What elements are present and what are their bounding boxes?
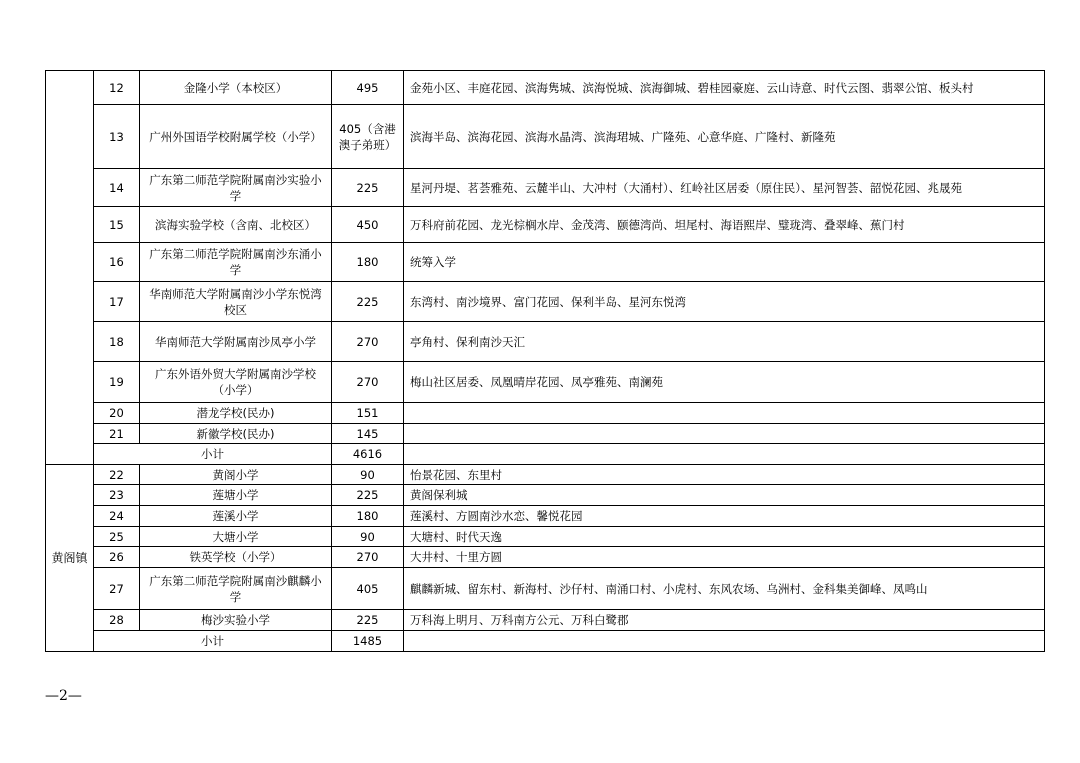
- row-number: 14: [94, 169, 140, 207]
- row-number: 19: [94, 362, 140, 403]
- enrollment-quota: 405（含港澳子弟班）: [332, 105, 404, 169]
- table-row: [46, 485, 1045, 506]
- row-number: 22: [94, 465, 140, 485]
- school-name: 莲溪小学: [140, 506, 332, 527]
- school-name: 广州外国语学校附属学校（小学）: [140, 105, 332, 169]
- subtotal-value: 4616: [332, 444, 404, 465]
- row-number: 21: [94, 424, 140, 444]
- row-number: 26: [94, 547, 140, 568]
- table-row: [46, 424, 1045, 444]
- table-row: [46, 527, 1045, 547]
- catchment-area: 万科府前花园、龙光棕榈水岸、金茂湾、颐德湾尚、坦尾村、海语熙岸、璧珑湾、叠翠峰、蕉门村: [404, 207, 1045, 243]
- catchment-area: 统筹入学: [404, 243, 1045, 282]
- catchment-area: 星河丹堤、茗荟雅苑、云麓半山、大冲村（大涌村）、红岭社区居委（原住民）、星河智荟、韶悦花园、兆晟苑: [404, 169, 1045, 207]
- row-number: 18: [94, 322, 140, 362]
- table-row: [46, 547, 1045, 568]
- school-name: 滨海实验学校（含南、北校区）: [140, 207, 332, 243]
- row-number: 12: [94, 71, 140, 105]
- school-name: 广东第二师范学院附属南沙实验小学: [140, 169, 332, 207]
- town-name: 黄阁镇: [46, 465, 94, 652]
- enrollment-quota: 270: [332, 547, 404, 568]
- row-number: 17: [94, 282, 140, 322]
- table-row: [46, 71, 1045, 105]
- enrollment-quota: 405: [332, 568, 404, 610]
- enrollment-quota: 90: [332, 465, 404, 485]
- subtotal-row: [46, 444, 1045, 465]
- school-name: 广东第二师范学院附属南沙麒麟小学: [140, 568, 332, 610]
- school-name: 梅沙实验小学: [140, 610, 332, 631]
- catchment-area: 黄阁保利城: [404, 485, 1045, 506]
- table-row: [46, 506, 1045, 527]
- table-row: [46, 362, 1045, 403]
- catchment-area: 金苑小区、丰庭花园、滨海隽城、滨海悦城、滨海御城、碧桂园豪庭、云山诗意、时代云图、翡翠公馆、板头村: [404, 71, 1045, 105]
- enrollment-quota: 145: [332, 424, 404, 444]
- school-name: 华南师范大学附属南沙小学东悦湾校区: [140, 282, 332, 322]
- enrollment-quota: 151: [332, 403, 404, 424]
- enrollment-quota: 180: [332, 243, 404, 282]
- row-number: 16: [94, 243, 140, 282]
- table-row: [46, 282, 1045, 322]
- catchment-area: 莲溪村、方圆南沙水恋、馨悦花园: [404, 506, 1045, 527]
- catchment-area: 东湾村、南沙境界、富门花园、保利半岛、星河东悦湾: [404, 282, 1045, 322]
- subtotal-row: [46, 631, 1045, 652]
- admission-table: [45, 70, 1045, 652]
- row-number: 27: [94, 568, 140, 610]
- row-number: 28: [94, 610, 140, 631]
- catchment-area: 万科海上明月、万科南方公元、万科白鹭郡: [404, 610, 1045, 631]
- row-number: 20: [94, 403, 140, 424]
- enrollment-quota: 225: [332, 610, 404, 631]
- subtotal-label: 小计: [94, 631, 332, 652]
- catchment-area: 怡景花园、东里村: [404, 465, 1045, 485]
- subtotal-area-empty: [404, 444, 1045, 465]
- page-number: —2—: [45, 688, 82, 704]
- school-name: 铁英学校（小学）: [140, 547, 332, 568]
- enrollment-quota: 180: [332, 506, 404, 527]
- table-row: [46, 610, 1045, 631]
- catchment-area: 大井村、十里方圆: [404, 547, 1045, 568]
- enrollment-quota: 225: [332, 282, 404, 322]
- table-row: [46, 169, 1045, 207]
- enrollment-quota: 225: [332, 485, 404, 506]
- enrollment-quota: 270: [332, 322, 404, 362]
- table-row: [46, 568, 1045, 610]
- town-cell-continued: [46, 71, 94, 465]
- catchment-area: 麒麟新城、留东村、新海村、沙仔村、南涌口村、小虎村、东风农场、乌洲村、金科集美御峰、凤鸣山: [404, 568, 1045, 610]
- table-row: [46, 105, 1045, 169]
- table-row: [46, 243, 1045, 282]
- row-number: 23: [94, 485, 140, 506]
- school-name: 广东外语外贸大学附属南沙学校（小学）: [140, 362, 332, 403]
- enrollment-quota: 270: [332, 362, 404, 403]
- school-name: 大塘小学: [140, 527, 332, 547]
- table-row: [46, 322, 1045, 362]
- catchment-area: [404, 424, 1045, 444]
- subtotal-area-empty: [404, 631, 1045, 652]
- catchment-area: 滨海半岛、滨海花园、滨海水晶湾、滨海珺城、广隆苑、心意华庭、广隆村、新隆苑: [404, 105, 1045, 169]
- school-name: 莲塘小学: [140, 485, 332, 506]
- row-number: 25: [94, 527, 140, 547]
- school-name: 广东第二师范学院附属南沙东涌小学: [140, 243, 332, 282]
- school-name: 黄阁小学: [140, 465, 332, 485]
- subtotal-label: 小计: [94, 444, 332, 465]
- catchment-area: 梅山社区居委、凤凰晴岸花园、凤亭雅苑、南澜苑: [404, 362, 1045, 403]
- school-name: 金隆小学（本校区）: [140, 71, 332, 105]
- catchment-area: 大塘村、时代天逸: [404, 527, 1045, 547]
- row-number: 13: [94, 105, 140, 169]
- table-body: [46, 71, 1045, 652]
- school-name: 新徽学校(民办): [140, 424, 332, 444]
- row-number: 15: [94, 207, 140, 243]
- catchment-area: [404, 403, 1045, 424]
- school-name: 华南师范大学附属南沙凤亭小学: [140, 322, 332, 362]
- catchment-area: 亭角村、保利南沙天汇: [404, 322, 1045, 362]
- table-row: [46, 403, 1045, 424]
- enrollment-quota: 450: [332, 207, 404, 243]
- enrollment-quota: 90: [332, 527, 404, 547]
- subtotal-value: 1485: [332, 631, 404, 652]
- row-number: 24: [94, 506, 140, 527]
- school-name: 潜龙学校(民办): [140, 403, 332, 424]
- enrollment-quota: 225: [332, 169, 404, 207]
- table-row: [46, 465, 1045, 485]
- enrollment-quota: 495: [332, 71, 404, 105]
- table-row: [46, 207, 1045, 243]
